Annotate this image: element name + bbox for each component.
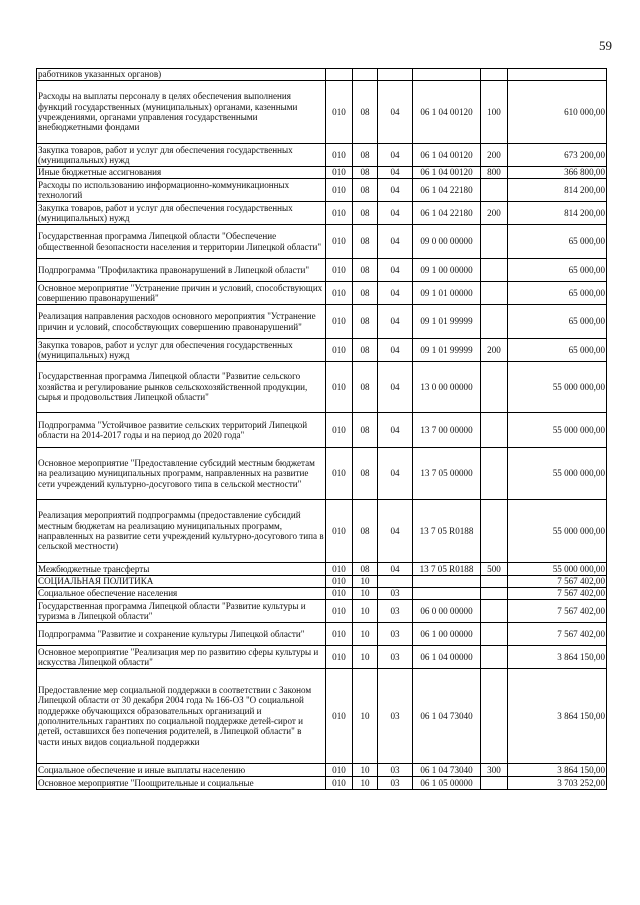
ministry-code-cell: 010: [326, 646, 353, 669]
section-code-cell: 10: [353, 646, 378, 669]
expense-type-cell: [481, 669, 508, 764]
expense-type-cell: 500: [481, 563, 508, 576]
sum-cell: 814 200,00: [508, 202, 607, 225]
sum-cell: 55 000 000,00: [508, 448, 607, 500]
expense-type-cell: [481, 623, 508, 646]
table-row: [37, 500, 607, 563]
expense-name-cell: Закупка товаров, работ и услуг для обеспечения государственных (муниципальных) нужд: [37, 144, 326, 167]
expense-name-cell: Государственная программа Липецкой области "Развитие сельского хозяйства и регулирование рынков сельскохозяйственной продукции, сырья и продовольствия Липецкой области": [37, 362, 326, 413]
expense-type-cell: [481, 282, 508, 305]
sum-cell: 65 000,00: [508, 305, 607, 339]
expense-name-cell: Расходы на выплаты персоналу в целях обеспечения выполнения функций государственных (муниципальных) органами, казенными учреждениями, органами управления государственными внебюджетными фондами: [37, 81, 326, 144]
ministry-code-cell: 010: [326, 305, 353, 339]
subsection-code-cell: 04: [378, 305, 413, 339]
target-code-cell: [413, 576, 481, 588]
subsection-code-cell: [378, 576, 413, 588]
expense-name-cell: работников указанных органов): [37, 69, 326, 81]
target-code-cell: 09 1 01 99999: [413, 305, 481, 339]
sum-cell: 65 000,00: [508, 259, 607, 282]
target-code-cell: 09 1 00 00000: [413, 259, 481, 282]
table-row: [37, 69, 607, 81]
ministry-code-cell: [326, 69, 353, 81]
expense-type-cell: [481, 646, 508, 669]
target-code-cell: 13 0 00 00000: [413, 362, 481, 413]
sum-cell: 814 200,00: [508, 179, 607, 202]
section-code-cell: 08: [353, 282, 378, 305]
section-code-cell: 08: [353, 202, 378, 225]
expense-type-cell: [481, 413, 508, 448]
subsection-code-cell: 04: [378, 144, 413, 167]
expense-type-cell: [481, 179, 508, 202]
expense-name-cell: Подпрограмма "Профилактика правонарушений в Липецкой области": [37, 259, 326, 282]
expense-name-cell: Закупка товаров, работ и услуг для обеспечения государственных (муниципальных) нужд: [37, 202, 326, 225]
expense-name-cell: Межбюджетные трансферты: [37, 563, 326, 576]
section-code-cell: 08: [353, 305, 378, 339]
sum-cell: [508, 69, 607, 81]
ministry-code-cell: 010: [326, 282, 353, 305]
table-row: [37, 646, 607, 669]
table-row: [37, 623, 607, 646]
ministry-code-cell: 010: [326, 413, 353, 448]
table-row: [37, 202, 607, 225]
expense-type-cell: [481, 362, 508, 413]
section-code-cell: 08: [353, 362, 378, 413]
expense-name-cell: Основное мероприятие "Предоставление субсидий местным бюджетам на реализацию муниципальных программ, направленных на развитие сети учреждений культурно-досугового типа в сельской местности": [37, 448, 326, 500]
table-row: [37, 576, 607, 588]
sum-cell: 55 000 000,00: [508, 500, 607, 563]
subsection-code-cell: 04: [378, 225, 413, 259]
target-code-cell: 06 1 04 22180: [413, 202, 481, 225]
section-code-cell: 08: [353, 225, 378, 259]
table-row: [37, 339, 607, 362]
target-code-cell: 06 0 00 00000: [413, 600, 481, 623]
target-code-cell: 06 1 04 00120: [413, 167, 481, 179]
section-code-cell: 10: [353, 777, 378, 790]
expense-name-cell: Социальное обеспечение населения: [37, 588, 326, 600]
subsection-code-cell: 04: [378, 167, 413, 179]
section-code-cell: 08: [353, 339, 378, 362]
expense-name-cell: Расходы по использованию информационно-коммуникационных технологий: [37, 179, 326, 202]
subsection-code-cell: 04: [378, 202, 413, 225]
table-row: [37, 413, 607, 448]
subsection-code-cell: 04: [378, 282, 413, 305]
subsection-code-cell: 03: [378, 646, 413, 669]
table-row: [37, 167, 607, 179]
table-row: [37, 588, 607, 600]
subsection-code-cell: 04: [378, 362, 413, 413]
table-row: [37, 225, 607, 259]
target-code-cell: 06 1 04 22180: [413, 179, 481, 202]
target-code-cell: 06 1 04 00000: [413, 646, 481, 669]
expense-name-cell: Социальное обеспечение и иные выплаты населению: [37, 764, 326, 777]
target-code-cell: 13 7 05 00000: [413, 448, 481, 500]
expense-type-cell: 800: [481, 167, 508, 179]
expense-name-cell: Государственная программа Липецкой области "Обеспечение общественной безопасности населения и территории Липецкой области": [37, 225, 326, 259]
expense-name-cell: Основное мероприятие "Поощрительные и социальные: [37, 777, 326, 790]
expense-type-cell: [481, 500, 508, 563]
expense-name-cell: Иные бюджетные ассигнования: [37, 167, 326, 179]
sum-cell: 3 864 150,00: [508, 669, 607, 764]
subsection-code-cell: 03: [378, 623, 413, 646]
target-code-cell: 09 1 01 99999: [413, 339, 481, 362]
sum-cell: 7 567 402,00: [508, 576, 607, 588]
target-code-cell: 06 1 00 00000: [413, 623, 481, 646]
expense-name-cell: Закупка товаров, работ и услуг для обеспечения государственных (муниципальных) нужд: [37, 339, 326, 362]
subsection-code-cell: 03: [378, 588, 413, 600]
section-code-cell: 08: [353, 413, 378, 448]
section-code-cell: 08: [353, 500, 378, 563]
expense-type-cell: [481, 600, 508, 623]
target-code-cell: 06 1 04 73040: [413, 669, 481, 764]
table-row: [37, 563, 607, 576]
expense-name-cell: Основное мероприятие "Реализация мер по развитию сферы культуры и искусства Липецкой области": [37, 646, 326, 669]
table-row: [37, 362, 607, 413]
expense-name-cell: СОЦИАЛЬНАЯ ПОЛИТИКА: [37, 576, 326, 588]
table-row: [37, 259, 607, 282]
expense-type-cell: [481, 305, 508, 339]
ministry-code-cell: 010: [326, 669, 353, 764]
table-row: [37, 179, 607, 202]
sum-cell: 65 000,00: [508, 282, 607, 305]
ministry-code-cell: 010: [326, 563, 353, 576]
ministry-code-cell: 010: [326, 259, 353, 282]
ministry-code-cell: 010: [326, 225, 353, 259]
expense-type-cell: 200: [481, 144, 508, 167]
target-code-cell: 13 7 00 00000: [413, 413, 481, 448]
sum-cell: 3 864 150,00: [508, 646, 607, 669]
sum-cell: 7 567 402,00: [508, 600, 607, 623]
ministry-code-cell: 010: [326, 777, 353, 790]
sum-cell: 366 800,00: [508, 167, 607, 179]
subsection-code-cell: 04: [378, 413, 413, 448]
ministry-code-cell: 010: [326, 600, 353, 623]
target-code-cell: 13 7 05 R0188: [413, 563, 481, 576]
ministry-code-cell: 010: [326, 623, 353, 646]
section-code-cell: 08: [353, 167, 378, 179]
table-row: [37, 764, 607, 777]
section-code-cell: 08: [353, 81, 378, 144]
expense-name-cell: Подпрограмма "Устойчивое развитие сельских территорий Липецкой области на 2014-2017 годы и на период до 2020 года": [37, 413, 326, 448]
expense-type-cell: 200: [481, 202, 508, 225]
section-code-cell: 10: [353, 623, 378, 646]
ministry-code-cell: 010: [326, 202, 353, 225]
subsection-code-cell: [378, 69, 413, 81]
table-row: [37, 600, 607, 623]
section-code-cell: 10: [353, 588, 378, 600]
ministry-code-cell: 010: [326, 588, 353, 600]
page-number: 59: [599, 38, 612, 53]
expense-name-cell: Государственная программа Липецкой области "Развитие культуры и туризма в Липецкой области": [37, 600, 326, 623]
section-code-cell: 08: [353, 448, 378, 500]
section-code-cell: 10: [353, 669, 378, 764]
sum-cell: 3 864 150,00: [508, 764, 607, 777]
subsection-code-cell: 03: [378, 600, 413, 623]
ministry-code-cell: 010: [326, 179, 353, 202]
subsection-code-cell: 04: [378, 259, 413, 282]
target-code-cell: [413, 588, 481, 600]
table-row: [37, 282, 607, 305]
expense-type-cell: [481, 576, 508, 588]
subsection-code-cell: 03: [378, 669, 413, 764]
section-code-cell: 08: [353, 259, 378, 282]
budget-table: [36, 68, 607, 790]
section-code-cell: 08: [353, 144, 378, 167]
subsection-code-cell: 03: [378, 777, 413, 790]
target-code-cell: 06 1 04 00120: [413, 144, 481, 167]
table-row: [37, 448, 607, 500]
section-code-cell: 08: [353, 563, 378, 576]
subsection-code-cell: 04: [378, 81, 413, 144]
table-row: [37, 777, 607, 790]
section-code-cell: 10: [353, 600, 378, 623]
expense-name-cell: Подпрограмма "Развитие и сохранение культуры Липецкой области": [37, 623, 326, 646]
expense-type-cell: [481, 225, 508, 259]
table-row: [37, 305, 607, 339]
ministry-code-cell: 010: [326, 339, 353, 362]
target-code-cell: [413, 69, 481, 81]
table-row: [37, 144, 607, 167]
expense-type-cell: 300: [481, 764, 508, 777]
sum-cell: 55 000 000,00: [508, 413, 607, 448]
sum-cell: 55 000 000,00: [508, 563, 607, 576]
section-code-cell: [353, 69, 378, 81]
target-code-cell: 06 1 04 73040: [413, 764, 481, 777]
sum-cell: 7 567 402,00: [508, 623, 607, 646]
expense-type-cell: [481, 259, 508, 282]
sum-cell: 65 000,00: [508, 225, 607, 259]
target-code-cell: 06 1 04 00120: [413, 81, 481, 144]
expense-name-cell: Реализация направления расходов основного мероприятия "Устранение причин и условий, способствующих совершению правонарушений": [37, 305, 326, 339]
ministry-code-cell: 010: [326, 448, 353, 500]
expense-type-cell: 100: [481, 81, 508, 144]
expense-name-cell: Предоставление мер социальной поддержки в соответствии с Законом Липецкой области от 30 декабря 2004 года № 166-ОЗ "О социальной поддержке обучающихся образовательных организаций и дополнительных гарантиях по социальной поддержке детей-сирот и детей, оставшихся без попечения родителей, в Липецкой области" в части иных видов социальной поддержки: [37, 669, 326, 764]
expense-type-cell: [481, 777, 508, 790]
sum-cell: 55 000 000,00: [508, 362, 607, 413]
expense-name-cell: Основное мероприятие "Устранение причин и условий, способствующих совершению правонарушений": [37, 282, 326, 305]
ministry-code-cell: 010: [326, 167, 353, 179]
sum-cell: 610 000,00: [508, 81, 607, 144]
sum-cell: 7 567 402,00: [508, 588, 607, 600]
table-row: [37, 81, 607, 144]
section-code-cell: 08: [353, 179, 378, 202]
ministry-code-cell: 010: [326, 500, 353, 563]
ministry-code-cell: 010: [326, 81, 353, 144]
sum-cell: 3 703 252,00: [508, 777, 607, 790]
subsection-code-cell: 04: [378, 339, 413, 362]
target-code-cell: 13 7 05 R0188: [413, 500, 481, 563]
ministry-code-cell: 010: [326, 144, 353, 167]
subsection-code-cell: 04: [378, 448, 413, 500]
expense-type-cell: [481, 448, 508, 500]
ministry-code-cell: 010: [326, 576, 353, 588]
section-code-cell: 10: [353, 576, 378, 588]
ministry-code-cell: 010: [326, 764, 353, 777]
expense-type-cell: [481, 588, 508, 600]
subsection-code-cell: 04: [378, 563, 413, 576]
expense-name-cell: Реализация мероприятий подпрограммы (предоставление субсидий местным бюджетам на реализацию муниципальных программ, направленных на развитие сети учреждений культурно-досугового типа в сельской местности): [37, 500, 326, 563]
target-code-cell: 06 1 05 00000: [413, 777, 481, 790]
expense-type-cell: 200: [481, 339, 508, 362]
target-code-cell: 09 1 01 00000: [413, 282, 481, 305]
target-code-cell: 09 0 00 00000: [413, 225, 481, 259]
subsection-code-cell: 03: [378, 764, 413, 777]
table-row: [37, 669, 607, 764]
subsection-code-cell: 04: [378, 179, 413, 202]
budget-table-body: [37, 69, 607, 790]
sum-cell: 673 200,00: [508, 144, 607, 167]
subsection-code-cell: 04: [378, 500, 413, 563]
section-code-cell: 10: [353, 764, 378, 777]
expense-type-cell: [481, 69, 508, 81]
ministry-code-cell: 010: [326, 362, 353, 413]
sum-cell: 65 000,00: [508, 339, 607, 362]
